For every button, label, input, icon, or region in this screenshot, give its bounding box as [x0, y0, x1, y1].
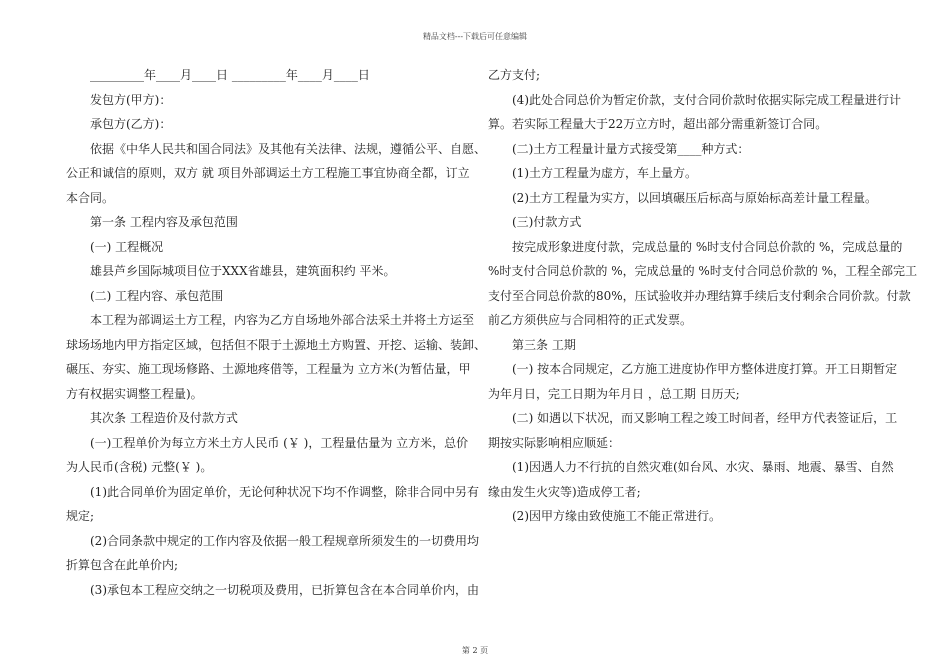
body-line: 算。若实际工程量大于22万立方时，超出部分需重新签订合同。	[488, 117, 828, 131]
body-line: 乙方支付;	[488, 68, 541, 82]
party-b-line: 承包方(乙方)：	[90, 117, 172, 131]
body-line: 规定;	[66, 509, 95, 523]
body-line: 折算包含在此单价内;	[66, 558, 179, 572]
subsection-heading: (三)付款方式	[512, 215, 582, 229]
body-line: 期按实际影响相应顺延：	[488, 435, 621, 450]
body-line: 为人民币(含税) 元整(￥ )。	[66, 460, 213, 474]
body-line: 支付至合同总价款的80%，压试验收并办理结算手续后支付剩余合同价款。付款	[488, 288, 911, 303]
body-line: (1)因遇人力不行抗的自然灾难(如台风、水灾、暴雨、地震、暴雪、自然	[512, 460, 894, 474]
body-line: 雄县芦乡国际城项目位于XXX省雄县，建筑面积约 平米。	[90, 264, 396, 278]
party-a-line: 发包方(甲方)：	[90, 92, 172, 107]
subsection-heading: (一) 工程概况	[90, 239, 164, 254]
page-header: 精品文档---下载后可任意编辑	[422, 32, 528, 41]
right-column	[488, 63, 918, 529]
body-line: (二) 如遇以下状况，而又影响工程之竣工时间者，经甲方代表签证后，工	[512, 411, 898, 425]
subsection-heading: (二) 工程内容、承包范围	[90, 288, 224, 303]
section-heading: 其次条 工程造价及付款方式	[90, 411, 238, 425]
body-line: (一) 按本合同规定，乙方施工进度协作甲方整体进度打算。开工日期暂定	[512, 362, 898, 376]
signature-date-line: _________年____月____日 _________年____月____日	[90, 68, 370, 82]
body-line: (4)此处合同总价为暂定价款，支付合同价款时依据实际完成工程量进行计	[512, 92, 902, 107]
body-line: 方有权据实调整工程量)。	[66, 386, 203, 401]
body-line: 本合同。	[66, 190, 115, 205]
subsection-heading: (二)土方工程量计量方式接受第____种方式：	[512, 141, 750, 156]
body-line: (一)工程单价为每立方米土方人民币 (￥ )，工程量估量为 立方米，总价	[90, 435, 469, 450]
section-heading: 第一条 工程内容及承包范围	[90, 215, 238, 229]
body-line: 前乙方须供应与合同相符的正式发票。	[488, 313, 693, 327]
body-line: (2)因甲方缘由致使施工不能正常进行。	[512, 509, 721, 523]
body-line: 碾压、夯实、施工现场修路、土源地疼借等，工程量为 立方米(为暂估量，甲	[66, 362, 471, 376]
body-line: (1)土方工程量为虚方，车上量方。	[512, 166, 697, 180]
section-heading: 第三条 工期	[512, 337, 576, 352]
body-line: (3)承包本工程应交纳之一切税项及费用，已折算包含在本合同单价内，由	[90, 582, 480, 597]
body-line: 球场场地内甲方指定区域，包括但不限于土源地土方购置、开挖、运输、装卸、	[66, 337, 487, 352]
page-number: 第 2 页	[461, 646, 489, 655]
body-line: (2)土方工程量为实方，以回填碾压后标高与原始标高差计量工程量。	[512, 190, 878, 205]
body-line: (1)此合同单价为固定单价，无论何种状况下均不作调整，除非合同中另有	[90, 484, 480, 499]
body-line: 按完成形象进度付款，完成总量的 %时支付合同总价款的 %，完成总量的	[512, 239, 903, 254]
body-line: 本工程为部调运土方工程，内容为乙方自场地外部合法采土并将土方运至	[90, 313, 475, 327]
body-line: 公正和诚信的原则，双方 就 项目外部调运土方工程施工事宜协商全都，订立	[66, 166, 470, 180]
body-line: %时支付合同总价款的 %，完成总量的 %时支付合同总价款的 %，工程全部完工	[488, 264, 918, 278]
body-line: 缘由发生火灾等)造成停工者;	[488, 484, 641, 499]
body-line: 为年月日，完工日期为年月日 ，总工期 日历天;	[488, 386, 740, 401]
body-line: 依据《中华人民共和国合同法》及其他有关法律、法规，遵循公平、自愿、	[90, 141, 487, 156]
left-column	[66, 63, 487, 602]
body-line: (2)合同条款中规定的工作内容及依据一般工程规章所须发生的一切费用均	[90, 533, 480, 548]
